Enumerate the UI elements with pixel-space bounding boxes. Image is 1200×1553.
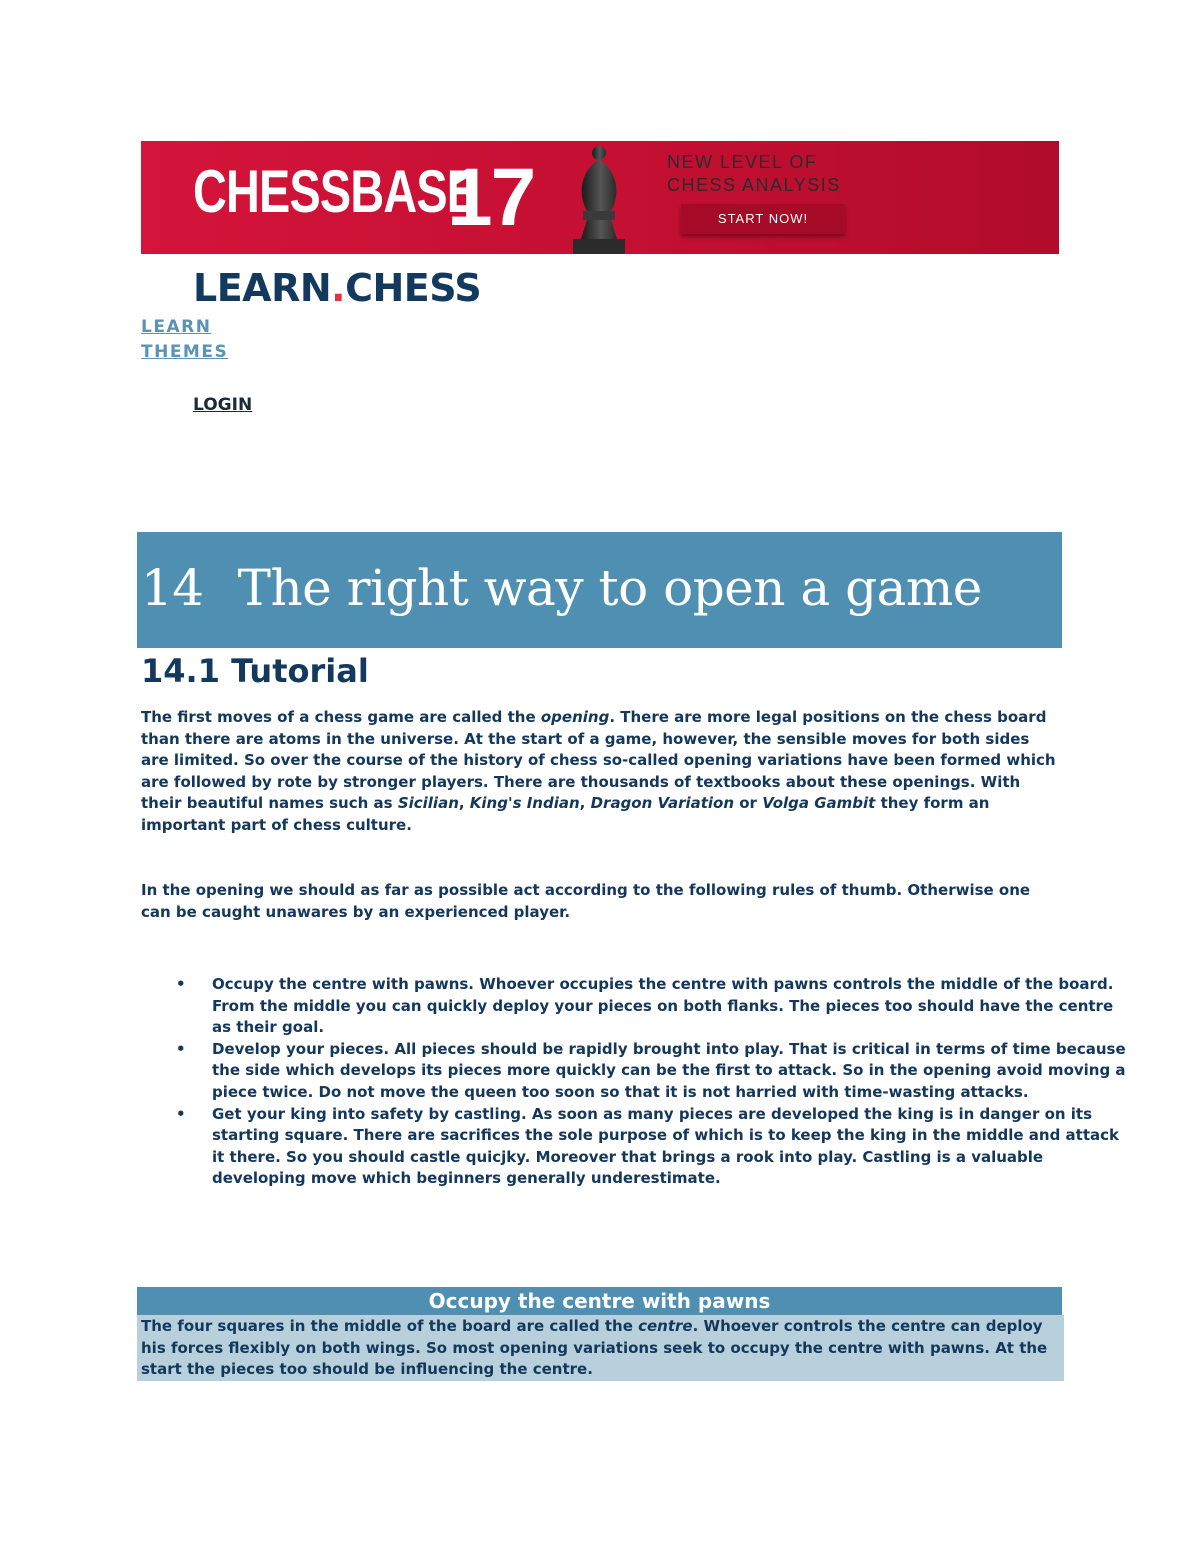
nav-themes-link[interactable]: THEMES xyxy=(141,342,229,362)
list-item: • Develop your pieces. All pieces should be rapidly brought into play. That is critical in terms of time because the side which develops its pieces more quickly can be the first to attack. So in the opening avoid moving a piece twice. Do not move the queen too soon so that it is not harried with time-wasting attacks. xyxy=(212,1039,1127,1104)
learn-chess-logo[interactable] xyxy=(193,266,481,310)
chessbase-ad-banner[interactable] xyxy=(141,141,1059,254)
banner-version: 17 xyxy=(447,152,535,243)
nav-learn-link[interactable]: LEARN xyxy=(141,317,212,337)
banner-tagline-line2: CHESS ANALYSIS xyxy=(667,175,841,195)
term-centre: centre xyxy=(638,1317,693,1335)
chapter-title: The right way to open a game xyxy=(237,559,982,617)
term-kings-indian: King's Indian xyxy=(469,794,580,813)
chapter-number: 14 xyxy=(141,559,204,617)
section-title: 14.1 Tutorial xyxy=(141,652,369,690)
logo-part1: LEARN xyxy=(193,266,332,310)
term-opening: opening xyxy=(540,708,610,726)
term-sicilian: Sicilian xyxy=(397,794,459,813)
list-item: • Get your king into safety by castling. As soon as many pieces are developed the king is in danger on its starting square. There are sacrifices the sole purpose of which is to keep the king in the middle and attack it there. So you should castle quicjky. Moreover that brings a rook into play. Castling is a valuable developing move which beginners generally underestimate. xyxy=(212,1104,1127,1190)
logo-part2: CHESS xyxy=(345,266,482,310)
box-body: The four squares in the middle of the board are called the centre. Whoever controls the centre can deploy his forces flexibly on both wings. So most opening variations seek to occupy the centre with pawns. At the start the pieces too should be influencing the centre. xyxy=(137,1315,1064,1381)
bishop-icon xyxy=(561,141,645,254)
banner-tagline-line1: NEW LEVEL OF xyxy=(667,152,818,172)
chapter-header xyxy=(137,532,1062,648)
rules-intro-paragraph: In the opening we should as far as possible act according to the following rules of thumb. Otherwise one can be caught unawares by an experienced player. xyxy=(141,881,1031,921)
banner-brand: CHESSBASE xyxy=(193,158,478,225)
start-now-button[interactable]: START NOW! xyxy=(681,204,845,234)
term-volga-gambit: Volga Gambit xyxy=(762,794,876,813)
box-heading: Occupy the centre with pawns xyxy=(137,1287,1062,1315)
login-link[interactable]: LOGIN xyxy=(193,395,253,415)
logo-dot: . xyxy=(331,266,346,310)
intro-paragraph: The first moves of a chess game are called the opening. There are more legal positions on the chess board than there are atoms in the universe. At the start of a game, however, the sensible moves for both sides are limited. So over the course of the history of chess so-called opening variations have been formed which are followed by rote by stronger players. There are thousands of textbooks about these openings. With their beautiful names such as Sicilian, King's Indian, Dragon Variation or Volga Gambit they form an important part of chess culture. xyxy=(141,708,1056,834)
term-dragon-variation: Dragon Variation xyxy=(590,794,735,813)
rules-list xyxy=(141,974,1127,1190)
list-item: • Occupy the centre with pawns. Whoever occupies the centre with pawns controls the middle of the board. From the middle you can quickly deploy your pieces on both flanks. The pieces too should have the centre as their goal. xyxy=(212,974,1127,1039)
